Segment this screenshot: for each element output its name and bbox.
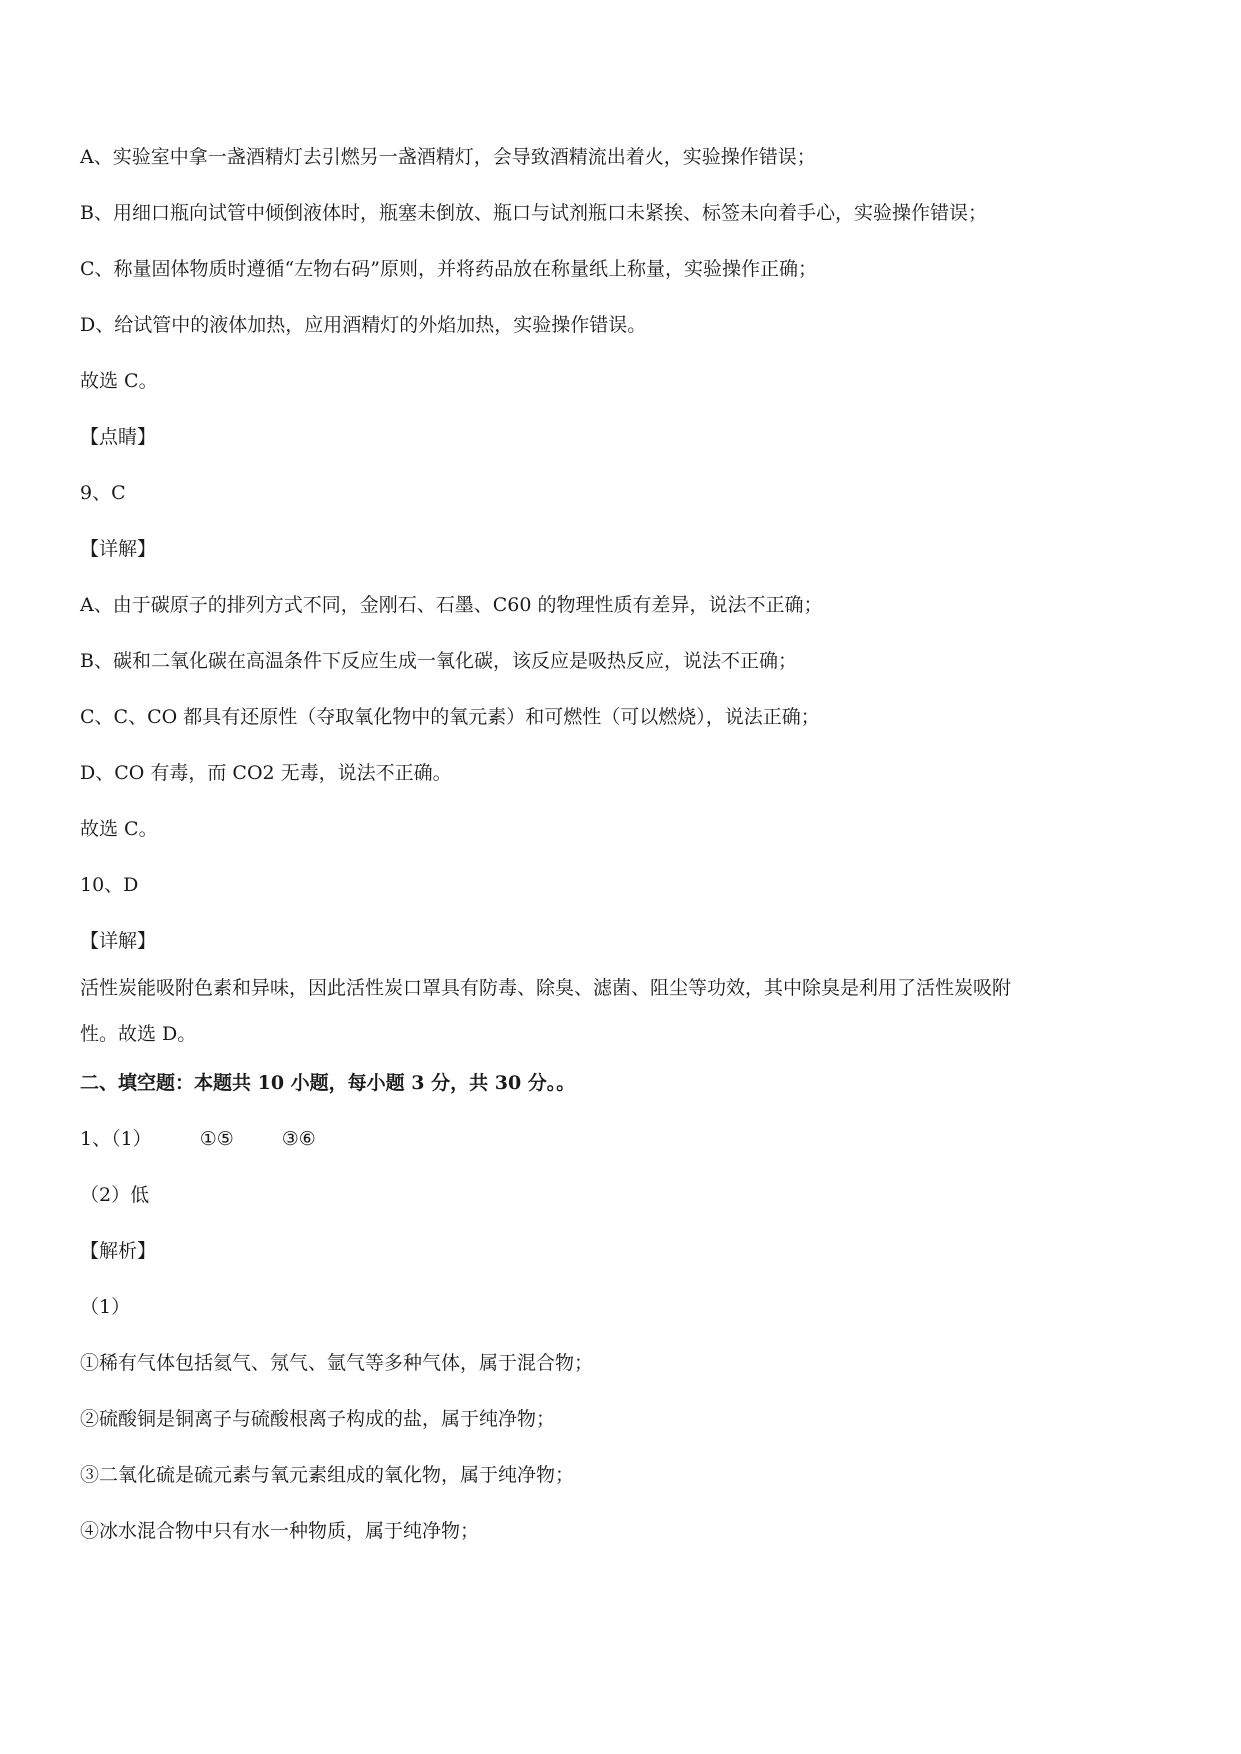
section-tag: 【详解】 <box>80 538 157 560</box>
paragraph-line: 活性炭能吸附色素和异味，因此活性炭口罩具有防毒、除臭、滤菌、阻尘等功效，其中除臭是利用了活性炭吸附 <box>80 977 1012 999</box>
text-line: B、用细口瓶向试管中倾倒液体时，瓶塞未倒放、瓶口与试剂瓶口未紧挨、标签未向着手心，实验操作错误； <box>80 202 987 224</box>
answer-choice: ①⑤ <box>199 1128 234 1150</box>
text-line: ④冰水混合物中只有水一种物质，属于纯净物； <box>80 1520 480 1542</box>
text-line: 故选 C。 <box>80 370 158 392</box>
answer-choice: ③⑥ <box>281 1128 316 1150</box>
text-line: （2）低 <box>80 1184 150 1206</box>
text-line: C、C、CO 都具有还原性（夺取氧化物中的氧元素）和可燃性（可以燃烧），说法正确； <box>80 706 820 728</box>
answer-line <box>80 1125 1161 1153</box>
text-line: A、实验室中拿一盏酒精灯去引燃另一盏酒精灯，会导致酒精流出着火，实验操作错误； <box>80 146 816 168</box>
section-tag: 【详解】 <box>80 930 157 952</box>
text-line: （1） <box>80 1296 131 1318</box>
paragraph <box>80 974 1161 1048</box>
answer-prefix: 1、（1） <box>80 1128 152 1150</box>
answer-line: 9、C <box>80 482 126 504</box>
text-line: D、CO 有毒，而 CO2 无毒，说法不正确。 <box>80 762 452 784</box>
section-heading: 二、填空题：本题共 10 小题，每小题 3 分，共 30 分。。 <box>80 1072 576 1094</box>
text-line: ③二氧化硫是硫元素与氧元素组成的氧化物，属于纯净物； <box>80 1464 575 1486</box>
text-line: C、称量固体物质时遵循“左物右码”原则，并将药品放在称量纸上称量，实验操作正确； <box>80 258 817 280</box>
text-line: ②硫酸铜是铜离子与硫酸根离子构成的盐，属于纯净物； <box>80 1408 556 1430</box>
text-line: A、由于碳原子的排列方式不同，金刚石、石墨、C60 的物理性质有差异，说法不正确； <box>80 594 823 616</box>
section-tag: 【点睛】 <box>80 426 157 448</box>
paragraph-line: 性。故选 D。 <box>80 1023 197 1045</box>
text-line: B、碳和二氧化碳在高温条件下反应生成一氧化碳，该反应是吸热反应，说法不正确； <box>80 650 797 672</box>
document-page <box>80 143 1161 1573</box>
text-line: 故选 C。 <box>80 818 158 840</box>
text-line: ①稀有气体包括氦气、氖气、氩气等多种气体，属于混合物； <box>80 1352 594 1374</box>
text-line: D、给试管中的液体加热，应用酒精灯的外焰加热，实验操作错误。 <box>80 314 647 336</box>
answer-line: 10、D <box>80 874 139 896</box>
section-tag: 【解析】 <box>80 1240 157 1262</box>
